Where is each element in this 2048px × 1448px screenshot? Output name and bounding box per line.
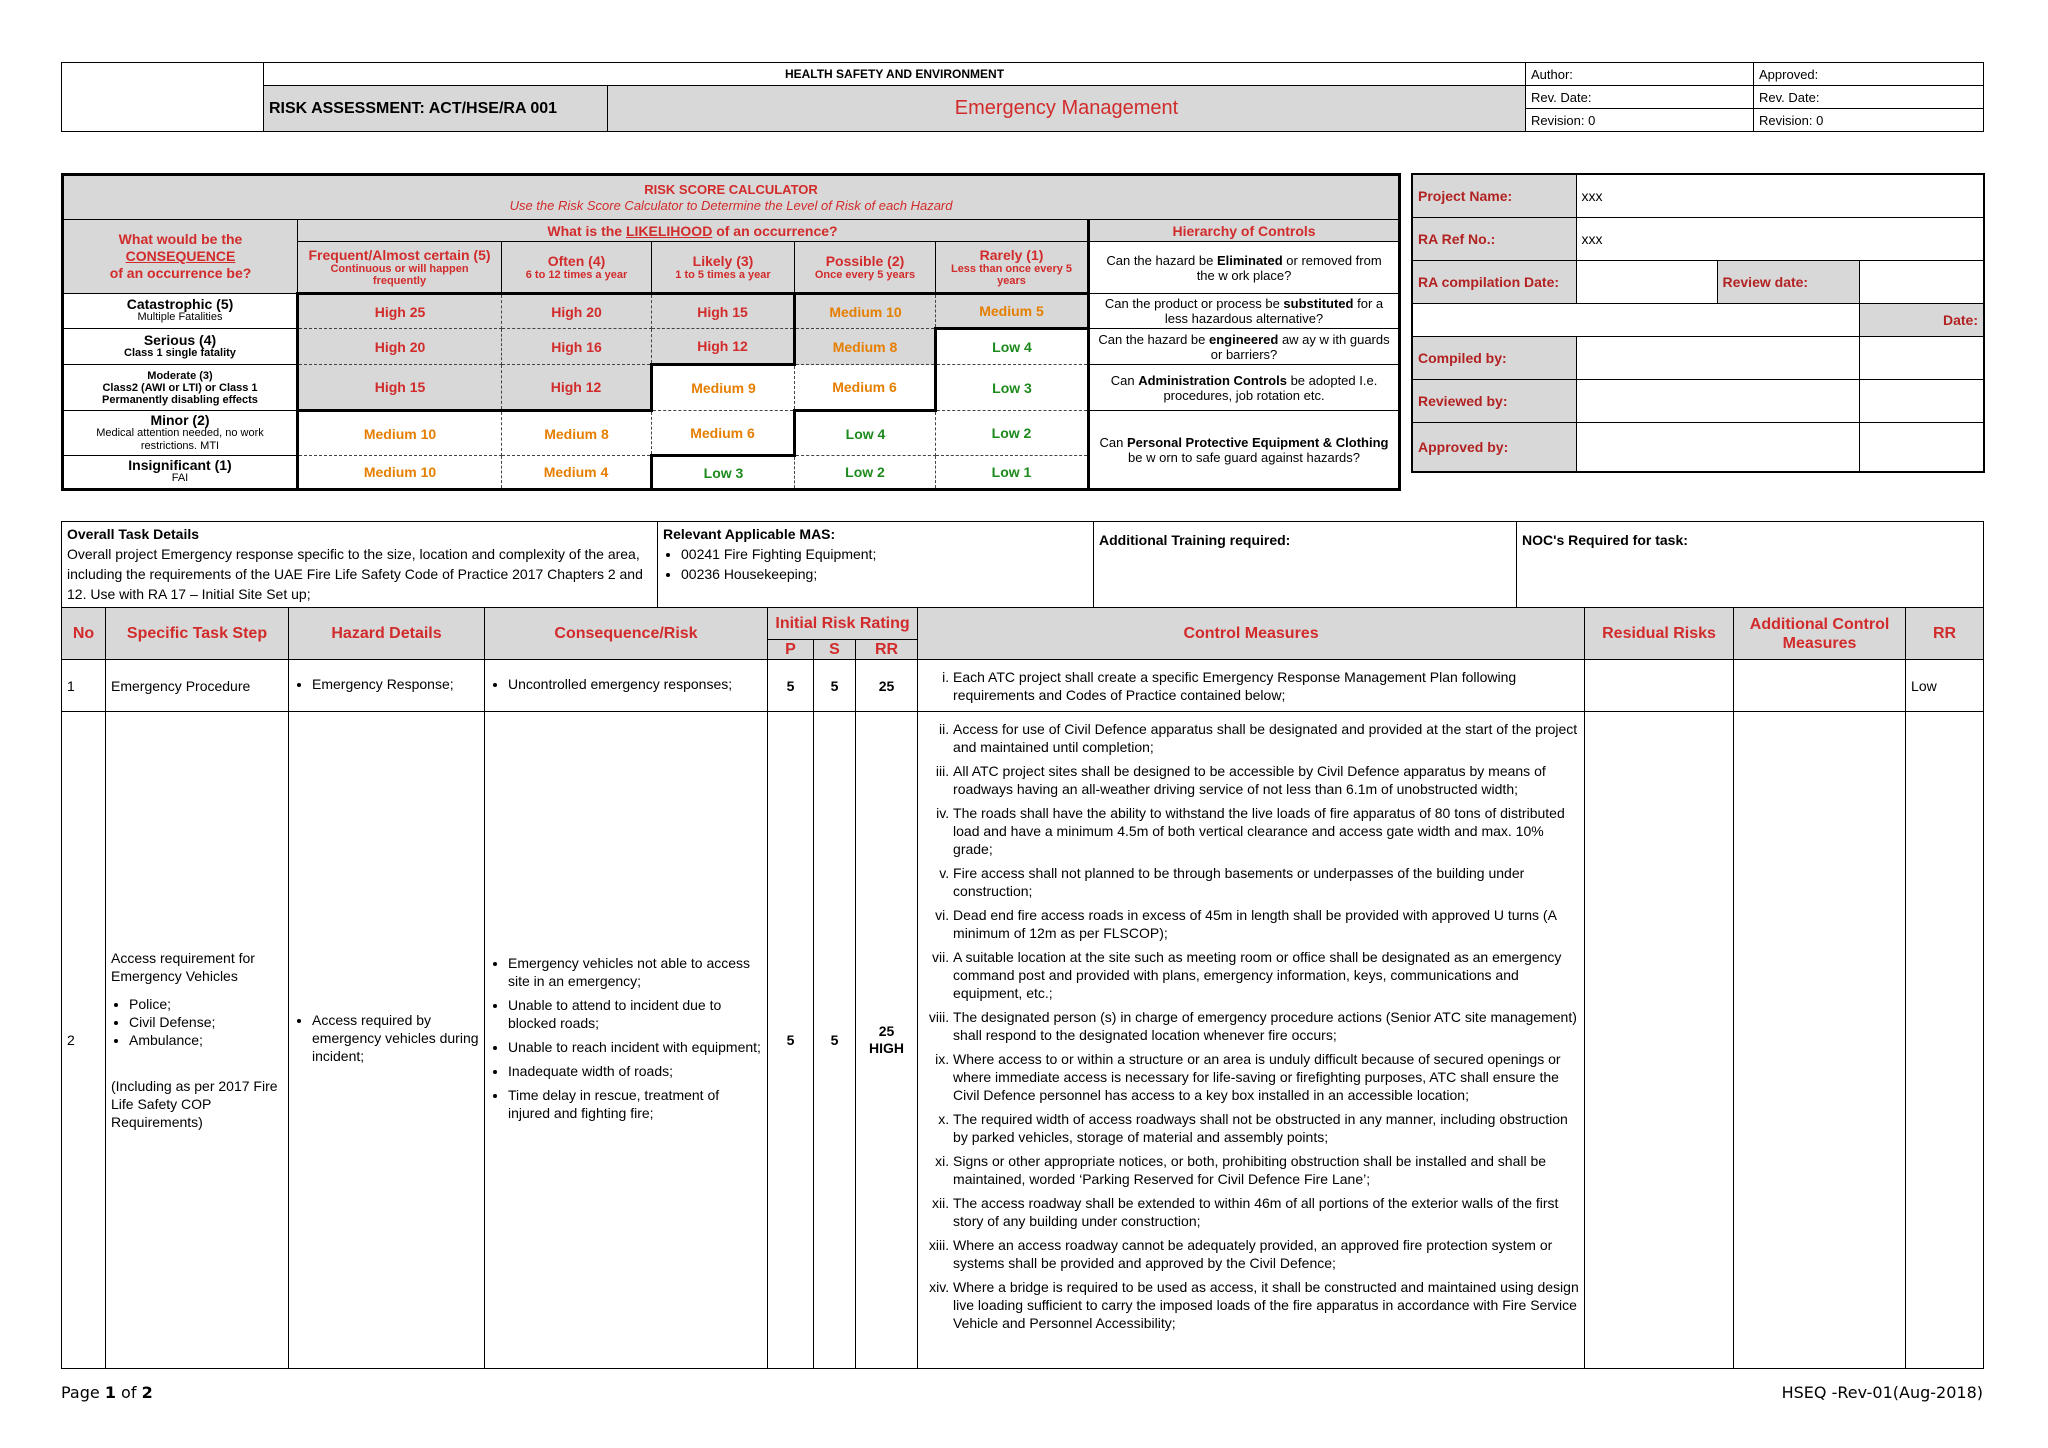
hoc-item: Can Personal Protective Equipment & Clothing be w orn to safe guard against hazards? — [1089, 411, 1400, 490]
consequence-label: Minor (2) Medical attention needed, no work restrictions. MTI — [63, 411, 298, 456]
control-item: viii. The designated person (s) in charge of emergency procedure actions (Senior ATC site management) shall respond to the designated location whenever fire occurs; — [953, 1008, 1579, 1044]
consequence-row — [63, 329, 1400, 365]
risk-cell: Medium 9 — [652, 365, 795, 411]
rating-p: 5 — [768, 660, 814, 712]
revision-footer: HSEQ -Rev-01(Aug-2018) — [1781, 1383, 1983, 1402]
risk-cell: High 25 — [298, 294, 502, 329]
compiled-by-value — [1576, 337, 1859, 380]
date-label: Date: — [1859, 304, 1984, 337]
reviewed-date-value — [1859, 380, 1984, 423]
mas-item: • 00241 Fire Fighting Equipment; — [681, 544, 1088, 564]
control-item: xiii. Where an access roadway cannot be adequately provided, an approved fire protection system or systems shall be provided and approved by the Civil Defence; — [953, 1236, 1579, 1272]
risk-cell: Medium 6 — [795, 365, 936, 411]
risk-cell: Low 2 — [936, 411, 1089, 456]
risk-cell: High 15 — [298, 365, 502, 411]
likelihood-col: Often (4) 6 to 12 times a year — [502, 242, 652, 294]
reviewed-by-label: Reviewed by: — [1412, 380, 1576, 423]
consequence-risk: • Uncontrolled emergency responses; — [485, 660, 768, 712]
compiled-by-label: Compiled by: — [1412, 337, 1576, 380]
project-name-value: xxx — [1576, 174, 1984, 218]
residual-rr — [1906, 712, 1984, 1369]
likelihood-question: What is the LIKELIHOOD of an occurrence? — [298, 220, 1089, 242]
risk-cell: High 20 — [502, 294, 652, 329]
risk-cell: Low 4 — [936, 329, 1089, 365]
page-number: Page 1 of 2 — [61, 1383, 153, 1402]
additional-training: Additional Training required: — [1094, 522, 1517, 608]
rating-rr: 25 HIGH — [856, 712, 918, 1369]
approved-date-value — [1859, 423, 1984, 473]
control-item: vii. A suitable location at the site such as meeting room or office shall be designated as an emergency command post and provided with plans, emergency information, keys, communications and equipment, etc.; — [953, 948, 1579, 1002]
control-measures — [918, 712, 1585, 1369]
rating-rr: 25 — [856, 660, 918, 712]
control-item: xii. The access roadway shall be extended to within 46m of all portions of the exterior walls of the first story of any building under construction; — [953, 1194, 1579, 1230]
calculator-title: RISK SCORE CALCULATOR — [644, 181, 818, 197]
col-control-measures: Control Measures — [918, 608, 1585, 660]
risk-cell: High 12 — [652, 329, 795, 365]
risk-cell: High 20 — [298, 329, 502, 365]
risk-cell: Medium 8 — [502, 411, 652, 456]
ra-compilation-date-label: RA compilation Date: — [1412, 261, 1576, 304]
control-item: xiv. Where a bridge is required to be used as access, it shall be constructed and maintained using design live loading sufficient to carry the imposed loads of the fire apparatus in accordance with Fire Service Vehicle and Personnel Accessibility; — [953, 1278, 1579, 1332]
document-title: Emergency Management — [608, 86, 1526, 132]
consequence-row — [63, 411, 1400, 456]
likelihood-col: Frequent/Almost certain (5) Continuous or will happen frequently — [298, 242, 502, 294]
approved-by-label: Approved by: — [1412, 423, 1576, 473]
hse-title: HEALTH SAFETY AND ENVIRONMENT — [264, 63, 1526, 86]
col-task-step: Specific Task Step — [106, 608, 289, 660]
consequence-label: Serious (4) Class 1 single fatality — [63, 329, 298, 365]
risk-cell: Medium 8 — [795, 329, 936, 365]
col-s: S — [814, 640, 856, 660]
col-consequence: Consequence/Risk — [485, 608, 768, 660]
consequence-row — [63, 294, 1400, 329]
risk-cell: Medium 4 — [502, 456, 652, 490]
control-item: xi. Signs or other appropriate notices, or both, prohibiting obstruction shall be installed and shall be maintained, worded ‘Parking Reserved for Civil Defence Fire Lane’; — [953, 1152, 1579, 1188]
hoc-title: Hierarchy of Controls — [1089, 220, 1400, 242]
consequence-question: What would be the CONSEQUENCE of an occurrence be? — [63, 220, 298, 294]
risk-cell: High 12 — [502, 365, 652, 411]
ra-ref-value: xxx — [1576, 218, 1984, 261]
table-row — [62, 712, 1984, 1369]
review-date-value — [1859, 261, 1984, 304]
consequence-label: Catastrophic (5) Multiple Fatalities — [63, 294, 298, 329]
document-header — [61, 62, 1984, 132]
risk-cell: Low 3 — [936, 365, 1089, 411]
risk-cell: High 16 — [502, 329, 652, 365]
risk-cell: Medium 6 — [652, 411, 795, 456]
rev-date-field-2: Rev. Date: — [1754, 86, 1984, 109]
risk-cell: Medium 10 — [298, 411, 502, 456]
additional-controls — [1734, 712, 1906, 1369]
risk-cell: Low 4 — [795, 411, 936, 456]
rev-date-field: Rev. Date: — [1526, 86, 1754, 109]
control-item: vi. Dead end fire access roads in excess of 45m in length shall be provided with approved U turns (A minimum of 12m as per FLSCOP); — [953, 906, 1579, 942]
likelihood-col: Possible (2) Once every 5 years — [795, 242, 936, 294]
risk-cell: Low 2 — [795, 456, 936, 490]
risk-score-calculator — [61, 173, 1401, 491]
col-p: P — [768, 640, 814, 660]
control-measures: i. Each ATC project shall create a specific Emergency Response Management Plan following requirements and Codes of Practice contained below; — [918, 660, 1585, 712]
risk-cell: High 15 — [652, 294, 795, 329]
control-item: ix. Where access to or within a structure or an area is unduly difficult because of secured openings or where immediate access is necessary for life-saving or firefighting purposes, ATC shall ensure the Civil Defence personnel has access to a key box installed in an accessible location; — [953, 1050, 1579, 1104]
reviewed-by-value — [1576, 380, 1859, 423]
ra-number: RISK ASSESSMENT: ACT/HSE/RA 001 — [264, 86, 608, 132]
control-item: x. The required width of access roadways shall not be obstructed in any manner, including obstruction by parked vehicles, storage of material and assembly points; — [953, 1110, 1579, 1146]
overall-task-details: Overall Task Details Overall project Emergency response specific to the size, location and complexity of the area, including the requirements of the UAE Fire Life Safety Code of Practice 2017 Chapters 2 and 12. Use with RA 17 – Initial Site Set up; — [62, 522, 658, 608]
col-additional-controls: Additional Control Measures — [1734, 608, 1906, 660]
approved-field: Approved: — [1754, 63, 1984, 86]
calculator-subtitle: Use the Risk Score Calculator to Determine the Level of Risk of each Hazard — [509, 197, 953, 213]
row-no: 1 — [62, 660, 106, 712]
noc-required: NOC's Required for task: — [1517, 522, 1984, 608]
table-row — [62, 660, 1984, 712]
risk-cell: Medium 10 — [795, 294, 936, 329]
hoc-item: Can the product or process be substituted for a less hazardous alternative? — [1089, 294, 1400, 329]
relevant-mas: Relevant Applicable MAS: • 00241 Fire Fighting Equipment; • 00236 Housekeeping; — [658, 522, 1094, 608]
control-item: v. Fire access shall not planned to be through basements or underpasses of the building under construction; — [953, 864, 1579, 900]
hoc-item: Can the hazard be engineered aw ay w ith guards or barriers? — [1089, 329, 1400, 365]
col-initial-risk: Initial Risk Rating — [768, 608, 918, 640]
hazard-details: • Emergency Response; — [289, 660, 485, 712]
col-rr: RR — [1906, 608, 1984, 660]
spacer-cell — [1412, 304, 1859, 337]
consequence-label: Insignificant (1) FAI — [63, 456, 298, 490]
mas-item: • 00236 Housekeeping; — [681, 564, 1088, 584]
risk-cell: Low 3 — [652, 456, 795, 490]
compiled-date-value — [1859, 337, 1984, 380]
author-field: Author: — [1526, 63, 1754, 86]
col-residual-risks: Residual Risks — [1585, 608, 1734, 660]
approved-by-value — [1576, 423, 1859, 473]
residual-risks — [1585, 660, 1734, 712]
project-details — [1411, 173, 1985, 473]
project-name-label: Project Name: — [1412, 174, 1576, 218]
consequence-label: Moderate (3) Class2 (AWI or LTI) or Class 1 Permanently disabling effects — [63, 365, 298, 411]
review-date-label: Review date: — [1717, 261, 1859, 304]
ra-ref-label: RA Ref No.: — [1412, 218, 1576, 261]
risk-cell: Low 1 — [936, 456, 1089, 490]
likelihood-col: Likely (3) 1 to 5 times a year — [652, 242, 795, 294]
col-no: No — [62, 608, 106, 660]
risk-cell: Medium 10 — [298, 456, 502, 490]
control-item: iv. The roads shall have the ability to withstand the live loads of fire apparatus of 80 tons of distributed load and have a minimum 4.5m of both vertical clearance and access gate width and max. 10% grade; — [953, 804, 1579, 858]
task-details — [61, 521, 1984, 608]
control-item: ii. Access for use of Civil Defence apparatus shall be designated and provided at the start of the project and maintained until completion; — [953, 720, 1579, 756]
task-step: Access requirement for Emergency Vehicles • Police; • Civil Defense; • Ambulance; (Including as per 2017 Fire Life Safety COP Requirements) — [106, 712, 289, 1369]
hazard-details: • Access required by emergency vehicles during incident; — [289, 712, 485, 1369]
risk-assessment-table — [61, 607, 1984, 1369]
rating-p: 5 — [768, 712, 814, 1369]
rating-s: 5 — [814, 660, 856, 712]
logo-area — [62, 63, 264, 132]
task-step: Emergency Procedure — [106, 660, 289, 712]
hoc-item: Can Administration Controls be adopted I.e. procedures, job rotation etc. — [1089, 365, 1400, 411]
revision-field: Revision: 0 — [1526, 109, 1754, 132]
col-rr-initial: RR — [856, 640, 918, 660]
ra-compilation-date-value — [1576, 261, 1717, 304]
hoc-item: Can the hazard be Eliminated or removed from the w ork place? — [1089, 242, 1400, 294]
col-hazard: Hazard Details — [289, 608, 485, 660]
rating-s: 5 — [814, 712, 856, 1369]
control-item: iii. All ATC project sites shall be designed to be accessible by Civil Defence apparatus by means of roadways having an all-weather driving service of not less than 6.1m of unobstructed width; — [953, 762, 1579, 798]
revision-field-2: Revision: 0 — [1754, 109, 1984, 132]
residual-risks — [1585, 712, 1734, 1369]
risk-cell: Medium 5 — [936, 294, 1089, 329]
residual-rr: Low — [1906, 660, 1984, 712]
consequence-row — [63, 365, 1400, 411]
likelihood-col: Rarely (1) Less than once every 5 years — [936, 242, 1089, 294]
row-no: 2 — [62, 712, 106, 1369]
additional-controls — [1734, 660, 1906, 712]
consequence-risk: • Emergency vehicles not able to access site in an emergency; • Unable to attend to incident due to blocked roads; • Unable to reach incident with equipment; • Inadequate width of roads; • Time delay in rescue, treatment of injured and fighting fire; — [485, 712, 768, 1369]
